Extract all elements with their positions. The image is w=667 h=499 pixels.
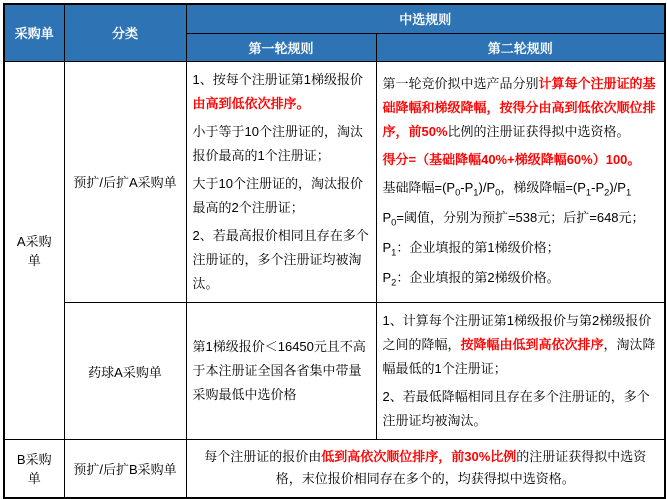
header-round1: 第一轮规则 [186, 33, 376, 61]
cell-category-pre-post-a: 预扩/后扩A采购单 [64, 61, 186, 302]
header-round2: 第二轮规则 [376, 33, 665, 61]
cell-round1-pre-post-a: 1、按每个注册证第1梯级报价由高到低依次排序。 小于等于10个注册证的，淘汰报价最高的1个注册证； 大于10个注册证的，淘汰报价最高的2个注册证； 2、若最高报价相同且存在多个注册证的，多个注册证均被淘汰。 [186, 61, 376, 302]
cell-round1-drug-balloon-a: 第1梯级报价＜16450元且不高于本注册证全国各省集中带量采购最低中选价格 [186, 302, 376, 439]
selection-rules-table [3, 3, 666, 499]
cell-purchase-order-b: B采购单 [4, 440, 64, 498]
header-purchase-order: 采购单 [4, 4, 64, 61]
header-category: 分类 [64, 4, 186, 61]
cell-category-drug-balloon-a: 药球A采购单 [64, 302, 186, 439]
cell-round2-drug-balloon-a: 1、计算每个注册证第1梯级报价与第2梯级报价之间的降幅，按降幅由低到高依次排序，淘汰降幅最低的1个注册证； 2、若最低降幅相同且存在多个注册证的，多个注册证均被淘汰。 [376, 302, 665, 439]
cell-round2-pre-post-a: 第一轮竞价拟中选产品分别计算每个注册证的基础降幅和梯级降幅，按得分由高到低依次顺位排序，前50%比例的注册证获得拟中选资格。 得分=（基础降幅40%+梯级降幅60%）100。 基础降幅$=(P_0-P_1)/P_0$，梯级降幅$=(P_1-P_2)/P_1$ $P_0=$阈值，分别为预扩=538元；后扩=648元； $P_1$：企业填报的第1梯级价格； $P_2$：企业填报的第2梯级价格。 [376, 61, 665, 302]
cell-category-pre-post-b: 预扩/后扩B采购单 [64, 440, 186, 498]
header-selection-rules: 中选规则 [186, 4, 665, 33]
cell-rule-b: 每个注册证的报价由低到高依次顺位排序，前30%比例的注册证获得拟中选资格，末位报价相同存在多个的，均获得拟中选资格。 [186, 440, 665, 498]
cell-purchase-order-a: A采购单 [4, 61, 64, 440]
